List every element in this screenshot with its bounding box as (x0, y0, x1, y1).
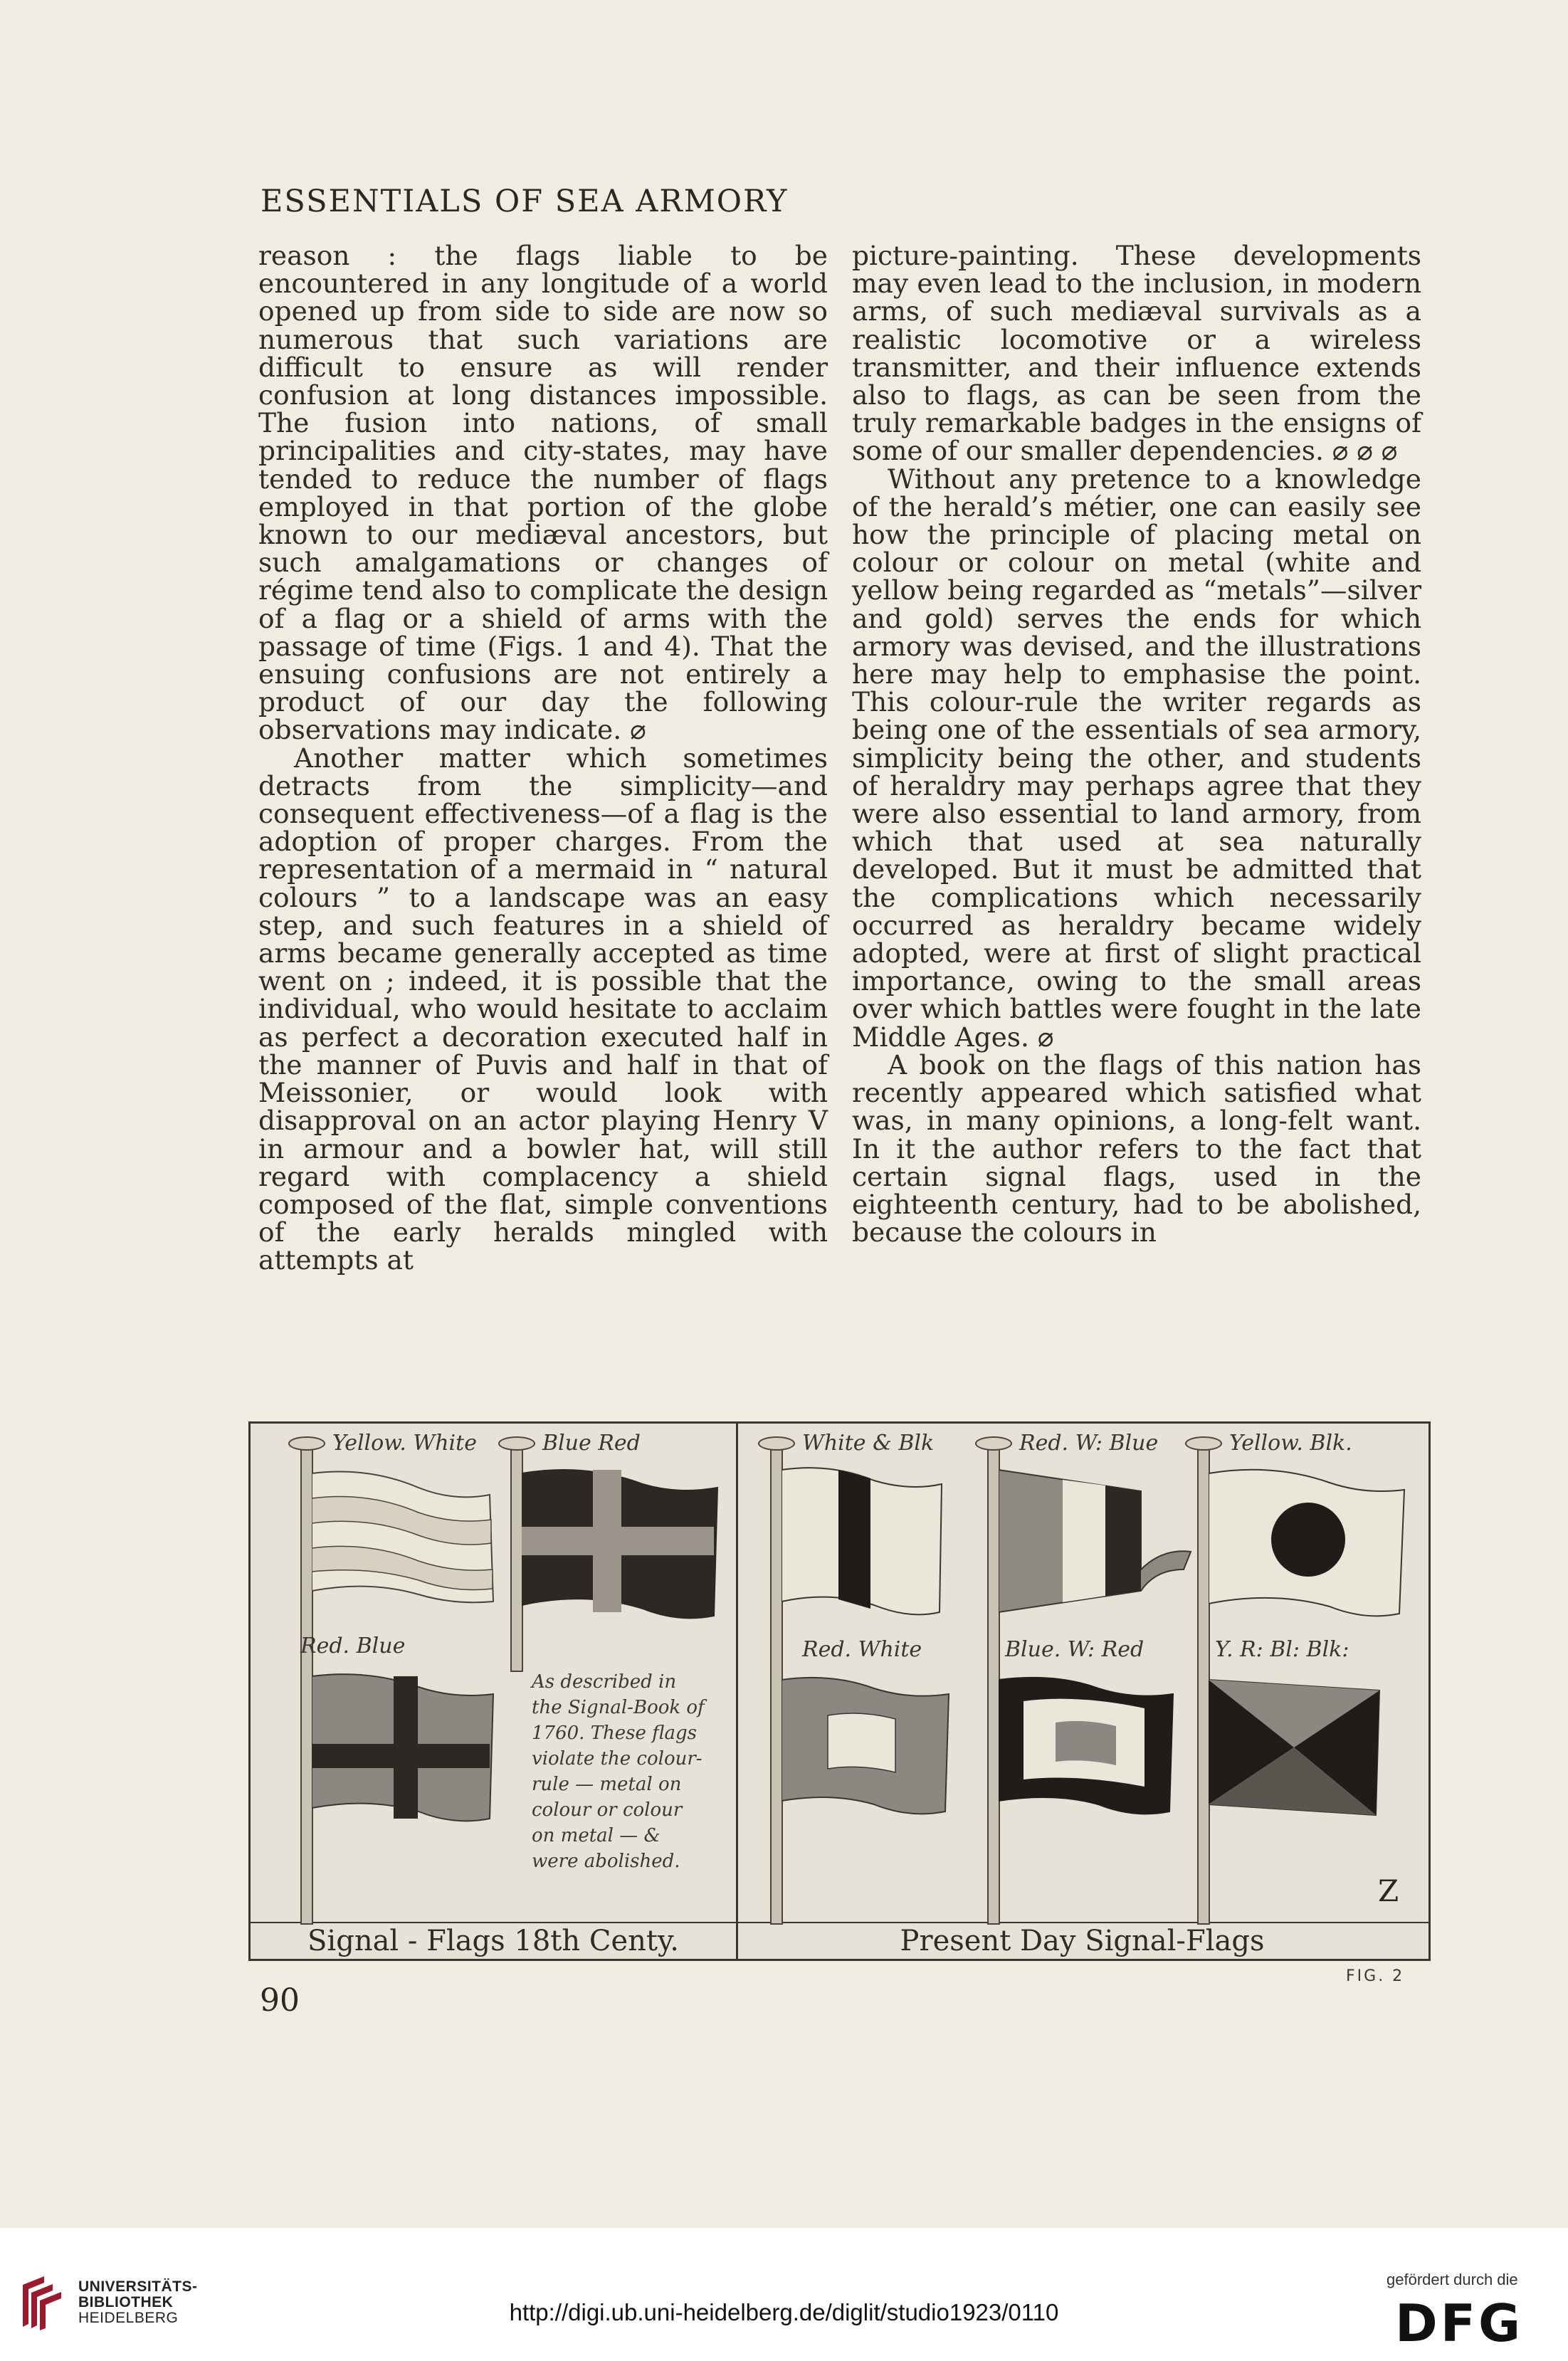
red-white-blue-pennant (999, 1463, 1198, 1634)
figure-note: As described in the Signal-Book of 1760. These flags violate the colour-rule — metal on colour or colour on metal — & were abolished. (532, 1671, 705, 1872)
funded-by-text: gefördert durch die (1387, 2271, 1518, 2288)
flag-label: Y. R: Bl: Blk: (1215, 1637, 1349, 1662)
pole-finial (758, 1436, 795, 1451)
blue-white-red-flag (999, 1673, 1177, 1822)
right-column (852, 242, 1421, 1246)
pole-finial (1185, 1436, 1222, 1451)
yellow-black-flag (1209, 1463, 1408, 1626)
figure-divider (736, 1424, 738, 1922)
caption-left: Signal - Flags 18th Centy. (307, 1925, 679, 1957)
running-head: ESSENTIALS OF SEA ARMORY (261, 184, 789, 219)
library-name-line: HEIDELBERG (78, 2310, 179, 2326)
red-white-flag (782, 1673, 952, 1822)
figure-number: FIG. 2 (1346, 1967, 1405, 1985)
figure-base-rule (251, 1922, 1428, 1923)
y-r-bl-blk-flag (1209, 1673, 1387, 1836)
flag-label: Red. W: Blue (1019, 1431, 1159, 1456)
blue-red-flag (522, 1463, 721, 1626)
pole-finial (288, 1436, 325, 1451)
paragraph: A book on the flags of this nation has recently appeared which satisfied what was, in many opinions, a long-felt want. In it the author refers to the fact that certain signal flags, used in the eighteenth century, had to be abolished, because the colours in (852, 1048, 1421, 1248)
yellow-white-flag (312, 1466, 497, 1609)
flag-label: Blue. W: Red (1005, 1637, 1145, 1662)
pole-finial (975, 1436, 1012, 1451)
library-name-line: UNIVERSITÄTS- (78, 2278, 198, 2295)
signal-flags-figure (248, 1421, 1431, 1961)
paragraph: picture-painting. These developments may even lead to the inclusion, in modern arms, of such mediæval survivals as a realistic locomotive or a wireless transmitter, and their influence extends also to flags, as can be seen from the truly remarkable badges in the ensigns of some of our smaller dependencies. ⌀ ⌀ ⌀ (852, 240, 1421, 467)
paragraph: reason : the flags liable to be encountered in any longitude of a world opened up from side to side are now so numerous that such variations are difficult to ensure as will render confusion at long distances impossible. The fusion into nations, of small principalities and city-states, may have tended to reduce the number of flags employed in that portion of the globe known to our mediæval ancestors, but such amalgamations or changes of régime tend also to complicate the design of a flag or a shield of arms with the passage of time (Figs. 1 and 4). That the ensuing confusions are not entirely a product of our day the following observations may indicate. ⌀ (258, 240, 828, 746)
paragraph: Another matter which sometimes detracts from the simplicity—and consequent effectiveness—of a flag is the adoption of proper charges. From the representation of a mermaid in “ natural colours ” to a landscape was an easy step, and such features in a shield of arms became generally accepted as time went on ; indeed, it is possible that the individual, who would hesitate to acclaim as perfect a decoration executed half in the manner of Puvis and half in that of Meissonier, or would look with disapproval on an actor playing Henry V in armour and a bowler hat, will still regard with complacency a shield composed of the flat, simple conventions of the early heralds mingled with attempts at (258, 742, 828, 1276)
flag-label: Blue Red (542, 1431, 641, 1456)
z-flag-letter: Z (1378, 1873, 1399, 1908)
page-number: 90 (260, 1982, 300, 2019)
dfg-logo: DFG (1395, 2293, 1524, 2353)
flag-label: Yellow. White (332, 1431, 477, 1456)
caption-right: Present Day Signal-Flags (900, 1925, 1265, 1957)
flag-label: White & Blk (802, 1431, 935, 1456)
paragraph: Without any pretence to a knowledge of the herald’s métier, one can easily see how the principle of placing metal on colour or colour on metal (white and yellow being regarded as “metals”—silver and gold) serves the ends for which armory was devised, and the illustrations here may help to emphasise the point. This colour-rule the writer regards as being one of the essentials of sea armory, simplicity being the other, and students of heraldry may perhaps agree that they were also essential to land armory, from which that used at sea naturally developed. But it must be admitted that the complications which necessarily occurred as heraldry became widely adopted, were at first of slight practical importance, owing to the small areas over which battles were fought in the late Middle Ages. ⌀ (852, 463, 1421, 1053)
library-name-line: BIBLIOTHEK (78, 2294, 174, 2310)
flag-label: Yellow. Blk. (1229, 1431, 1352, 1456)
red-blue-flag (312, 1669, 497, 1833)
flag-label: Red. White (802, 1637, 922, 1662)
left-column (258, 242, 828, 1275)
white-black-flag (782, 1463, 945, 1626)
pole-finial (498, 1436, 535, 1451)
permalink-url[interactable]: http://digi.ub.uni-heidelberg.de/diglit/studio1923/0110 (509, 2299, 1059, 2325)
digitization-footer (0, 2228, 1568, 2361)
flag-label: Red. Blue (300, 1634, 406, 1658)
